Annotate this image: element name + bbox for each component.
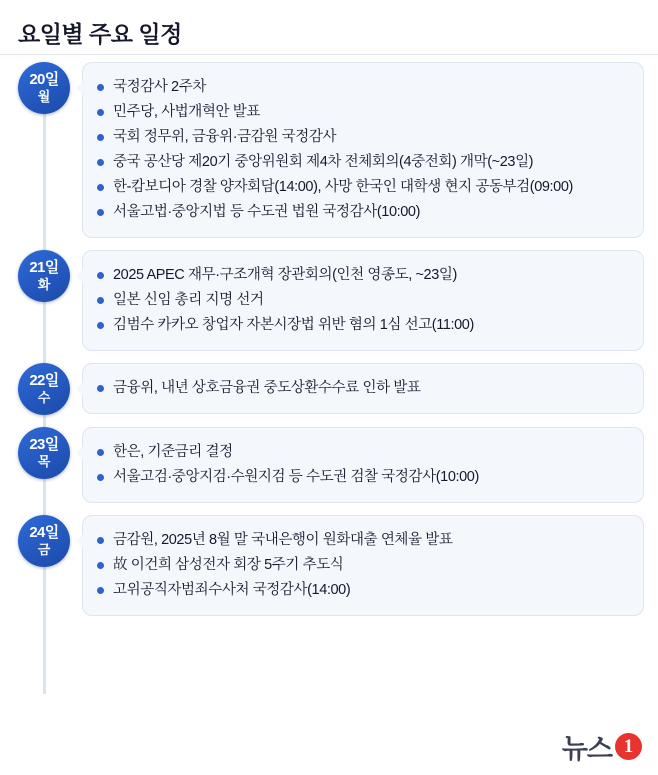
day-badge[interactable] — [18, 62, 70, 114]
schedule-row — [0, 62, 658, 238]
bullet-icon — [97, 562, 104, 569]
schedule-item-text: 중국 공산당 제20기 중앙위원회 제4차 전체회의(4중전회) 개막(~23일) — [113, 154, 534, 170]
day-number: 23일 — [29, 436, 59, 453]
schedule-row — [0, 250, 658, 351]
schedule-item-text: 고위공직자범죄수사처 국정감사(14:00) — [113, 582, 351, 598]
schedule-item — [97, 443, 629, 462]
brand-logo — [561, 731, 642, 764]
schedule-card — [82, 62, 644, 238]
schedule-item-text: 한은, 기준금리 결정 — [113, 444, 233, 460]
schedule-card — [82, 427, 644, 503]
schedule-row — [0, 363, 658, 415]
schedule-item — [97, 379, 629, 398]
schedule-item-text: 서울고검·중앙지검·수원지검 등 수도권 검찰 국정감사(10:00) — [113, 469, 479, 485]
schedule-item — [97, 556, 629, 575]
day-badge[interactable] — [18, 427, 70, 479]
schedule-card — [82, 363, 644, 414]
schedule-item-text: 한-캄보디아 경찰 양자회담(14:00), 사망 한국인 대학생 현지 공동부검(09:00) — [113, 179, 573, 195]
day-name: 목 — [37, 454, 51, 469]
schedule-list — [0, 62, 658, 628]
bullet-icon — [97, 159, 104, 166]
bullet-icon — [97, 209, 104, 216]
title-divider — [0, 54, 658, 55]
schedule-item — [97, 266, 629, 285]
page-title: 요일별 주요 일정 — [18, 21, 182, 47]
schedule-item — [97, 581, 629, 600]
schedule-item — [97, 531, 629, 550]
bullet-icon — [97, 84, 104, 91]
schedule-item — [97, 103, 629, 122]
bullet-icon — [97, 587, 104, 594]
schedule-item-text: 김범수 카카오 창업자 자본시장법 위반 혐의 1심 선고(11:00) — [113, 317, 474, 333]
schedule-item — [97, 178, 629, 197]
day-number: 21일 — [29, 259, 59, 276]
bullet-icon — [97, 297, 104, 304]
schedule-item — [97, 203, 629, 222]
day-name: 금 — [37, 542, 51, 557]
schedule-item-text: 故 이건희 삼성전자 회장 5주기 추도식 — [113, 557, 344, 573]
day-badge[interactable] — [18, 363, 70, 415]
schedule-card — [82, 250, 644, 351]
day-name: 수 — [37, 390, 51, 405]
schedule-item — [97, 78, 629, 97]
schedule-card — [82, 515, 644, 616]
bullet-icon — [97, 537, 104, 544]
schedule-item — [97, 153, 629, 172]
schedule-item-text: 국회 정무위, 금융위·금감원 국정감사 — [113, 129, 337, 145]
schedule-item-text: 금감원, 2025년 8월 말 국내은행이 원화대출 연체율 발표 — [113, 532, 453, 548]
logo-text: 뉴스 — [561, 733, 612, 764]
bullet-icon — [97, 272, 104, 279]
schedule-row — [0, 515, 658, 616]
day-name: 월 — [37, 89, 51, 104]
day-number: 22일 — [29, 372, 59, 389]
schedule-item-text: 2025 APEC 재무·구조개혁 장관회의(인천 영종도, ~23일) — [113, 267, 457, 283]
day-number: 24일 — [29, 524, 59, 541]
schedule-row — [0, 427, 658, 503]
schedule-item-text: 국정감사 2주차 — [113, 79, 206, 95]
logo-mark-icon: 1 — [615, 733, 642, 760]
day-badge[interactable] — [18, 250, 70, 302]
bullet-icon — [97, 474, 104, 481]
schedule-item — [97, 468, 629, 487]
schedule-item-text: 민주당, 사법개혁안 발표 — [113, 104, 260, 120]
day-number: 20일 — [29, 71, 59, 88]
bullet-icon — [97, 134, 104, 141]
schedule-item — [97, 128, 629, 147]
bullet-icon — [97, 322, 104, 329]
bullet-icon — [97, 109, 104, 116]
bullet-icon — [97, 449, 104, 456]
bullet-icon — [97, 385, 104, 392]
schedule-item-text: 서울고법·중앙지법 등 수도권 법원 국정감사(10:00) — [113, 204, 421, 220]
bullet-icon — [97, 184, 104, 191]
schedule-item-text: 금융위, 내년 상호금융권 중도상환수수료 인하 발표 — [113, 380, 421, 396]
day-badge[interactable] — [18, 515, 70, 567]
day-name: 화 — [37, 277, 51, 292]
schedule-item — [97, 291, 629, 310]
schedule-item-text: 일본 신임 총리 지명 선거 — [113, 292, 264, 308]
schedule-item — [97, 316, 629, 335]
